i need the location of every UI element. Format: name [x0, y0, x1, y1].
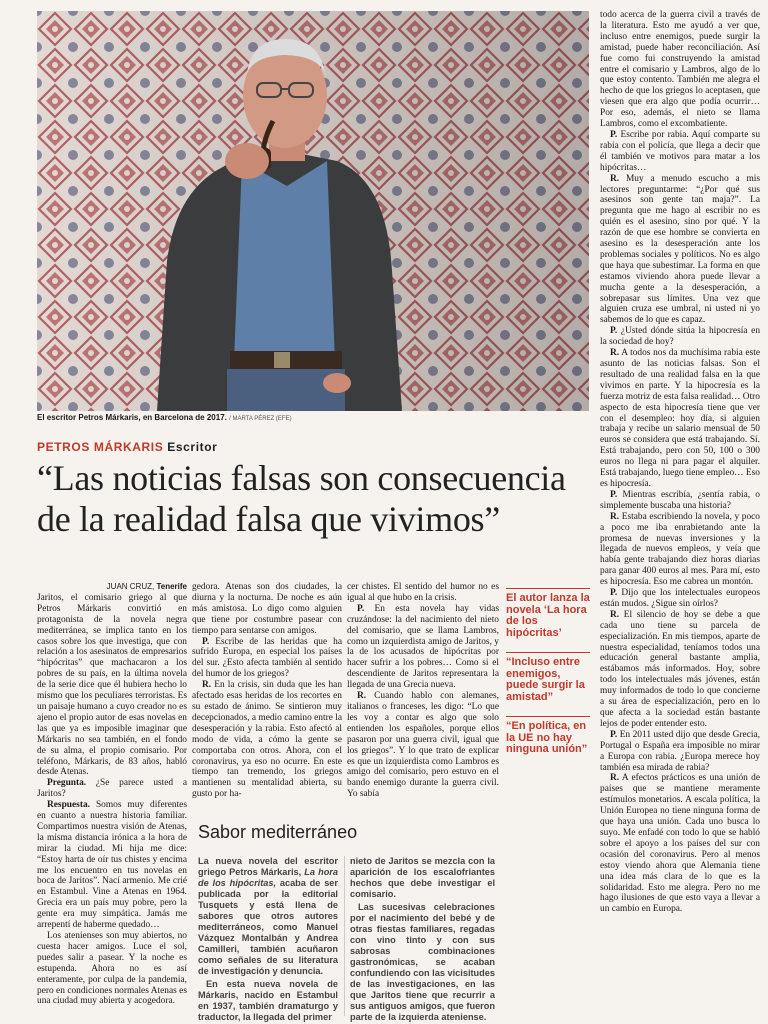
question-label: P. — [357, 603, 365, 614]
kicker-name: PETROS MÁRKARIS — [37, 440, 164, 454]
sidebar-column-2 — [350, 856, 495, 1022]
answer-text: Muy a menudo escucho a mis lectores preguntarme: “¿Por qué sus asesinos son gente tan maja?”. La pregunta que me hago al escribir no es quién es el asesino, sino por qué. Y la razón de que ese hombre se convierta en asesino es la desesperación ante los problemas sociales y políticos. No es algo que haya que subestimar. La forma en que estamos viviendo ahora puede llevar a mucha gente a la desesperación, a sobrepasar sus límites. Una vez que alguien cruza ese umbral, ni usted ni yo sabemos de lo que es capaz. — [600, 173, 760, 326]
answer-label: R. — [610, 609, 620, 620]
kicker-role: Escritor — [167, 440, 218, 454]
answer-text: A todos nos da muchísima rabia este asunto de las noticias falsas. Son el resultado de una realidad falsa en la que vivimos en parte. Y la hipocresía es la fuerza motriz de esta falsa realidad… Otro aspecto de esta hipocresía tiene que ver con el desempleo: hoy día, si alguien trabaja y recibe un salario mensual de 50 euros se considera que está trabajando. Sí. Está trabajando, pero con 50, 100 o 300 euros no llega ni para pagar el alquiler. Está trabajando, luego tiene empleo… Eso es hipocresía. — [600, 348, 760, 489]
sidebar-text: acaba de ser publicada por la editorial Tusquets y está llena de sabores que otros autores mediterráneos, como Manuel Vázquez Montalbán y Andrea Camilleri, también acuñaron como señales de su literatura de investigación y denuncia. — [198, 878, 338, 976]
article-photo — [37, 11, 589, 411]
article-column-3 — [347, 582, 499, 807]
question-text: Dijo que los intelectuales europeos están mudos. ¿Sigue sin oírlos? — [600, 588, 760, 609]
question-text: En 2011 usted dijo que desde Grecia, Portugal o España era imposible no mirar a Europa con rabia. ¿Europa merece hoy también esa mirada de rabia? — [600, 729, 760, 773]
sidebar-book-title: La hora de los hipócritas, — [198, 867, 338, 888]
byline — [37, 582, 187, 593]
question-label: P. — [202, 636, 210, 647]
question-label: P. — [610, 729, 618, 740]
kicker — [37, 440, 217, 454]
paragraph: gedora. Atenas son dos ciudades, la diurna y la nocturna. De noche es aún más amistosa. Lo digo como alguien que tiene por costumbre pasear con tiempo para sentarse con amigos. — [192, 582, 342, 636]
sidebar-paragraph: Las sucesivas celebraciones por el nacimiento del bebé y de otras fiestas familiares, regadas con vino tinto y con sus sabrosas combinaciones gastronómicas, se acaban confundiendo con las vicisitudes de las investigaciones, en las que Jaritos tiene que recurrir a sus antiguos amigos, que fueron parte de la izquierda ateniense. — [350, 902, 495, 1022]
question — [600, 130, 760, 174]
question — [600, 326, 760, 348]
sidebar-paragraph: nieto de Jaritos se mezcla con la aparición de los escalofriantes hechos que debe investigar el comisario. — [350, 856, 495, 899]
answer-text: En la crisis, sin duda que les han afectado esas heridas de los recortes en su estado de ánimo. Se sintieron muy decepcionados, a medio camino entre la desesperación y la rabia. Esto afectó al modo de vida, a cómo la gente se comportaba con otros. Ahora, con el coronavirus, ya eso no ocurre. En este tiempo tan tremendo, los griegos mantienen su mentalidad abierta, su gusto por ha- — [192, 680, 342, 800]
photo-illustration — [37, 11, 589, 411]
intro-paragraph: Jaritos, el comisario griego al que Petros Márkaris convirtió en protagonista de la novela negra mediterránea, se implica tanto en los casos sobre los que investiga, que con relación a los asesinatos de empresarios “hipócritas” que machacaron a los pobres de su país, en la última novela de la serie dice que él hubiera hecho lo mismo que los peculiares terroristas. Es un paisaje humano a cuyo creador no es ajeno el propio autor de esas novelas en las que ya es imposible imaginar que Márkaris no sea también, en el fondo de su alma, el propio comisario. Por teléfono, Márkaris, de 83 años, habló desde Atenas. — [37, 592, 187, 778]
answer-label: Respuesta. — [47, 800, 90, 811]
sidebar-divider — [344, 856, 345, 1016]
answer-label: R. — [610, 511, 620, 522]
question-text: ¿Usted dónde sitúa la hipocresía en la sociedad de hoy? — [600, 326, 760, 348]
sidebar-paragraph: En esta nueva novela de Márkaris, nacido en Estambul en 1937, también dramaturgo y traductor, la llegada del primer — [198, 979, 338, 1022]
answer — [600, 610, 760, 730]
question-text: Escribe de las heridas que ha sufrido Europa, en especial los países del sur. ¿Esto afecta también al sentido del humor de los griegos? — [192, 636, 342, 680]
answer-text: Somos muy diferentes en cuanto a nuestra historia familiar. Compartimos nuestra visión de Atenas, la misma distancia irónica a la hora de mirar la ciudad. Mi hija me dice: “Estoy harta de oír tus chistes y encima me los encuentro en tus novelas en boca de Jaritos”. Nací armenio. Me crié en Estambul. Vine a Atenas en 1964. Grecia era un país muy pobre, pero la gente era muy simpática. Jamás me arrepentí de haberme quedado… — [37, 800, 187, 931]
question-label: P. — [610, 129, 618, 140]
article-column-1 — [37, 582, 187, 1022]
answer-text: A efectos prácticos es una unión de países que se mantiene meramente estímulos monetarios. A escala política, la Unión Europea no tiene ninguna forma de que haya una unión. Cada uno busca lo suyo. Me enfadé con todo lo que se habló sobre el apoyo a los países del sur con ocasión del coronavirus. Pero al menos estoy viendo ahora que Alemania tiene una idea más clara de lo que es la solidaridad. Esto me alegra. Pero no me hago ilusiones de que esto vaya a llevar a un cambio en Europa. — [600, 773, 760, 915]
article-column-2 — [192, 582, 342, 807]
headline: “Las noticias falsas son consecuencia de la realidad falsa que vivimos” — [37, 458, 566, 539]
pullquote-3: “En política, en la UE no hay ninguna unión” — [506, 716, 590, 756]
question-text: Mientras escribía, ¿sentía rabia, o simplemente buscaba una historia? — [600, 489, 760, 511]
answer — [600, 773, 760, 915]
sidebar-text: La nueva novela del escritor griego Petros Márkaris, — [198, 856, 338, 877]
question — [600, 588, 760, 610]
answer-text: El silencio de hoy se debe a que cada uno tiene su parcela de especialización. En mis tiempos, aparte de nuestra especialidad, teníamos todos una educación general bastante amplia, estábamos más informados. Hoy, sobre todo los intelectuales más jóvenes, están muy informados de todo lo que concierne a su área de especialización, pero en lo que afecta a la sociedad están bastante lejos de poder entender esto. — [600, 609, 760, 729]
question — [600, 490, 760, 512]
answer — [600, 174, 760, 327]
question-label: P. — [610, 588, 618, 599]
question-text: En esta novela hay vidas cruzándose: la del nacimiento del nieto del comisario, que se llama Lambros, como un izquierdista amigo de Jaritos, y la de los acusados de hipócritas por hacer sufrir a los pobres… Como si el descendiente de Jaritos representara la llegada de una Grecia nueva. — [347, 603, 499, 691]
answer-label: R. — [610, 173, 620, 184]
question — [347, 604, 499, 691]
sidebar-paragraph — [198, 856, 338, 977]
answer — [347, 691, 499, 800]
paragraph: Los atenienses son muy abiertos, no cuesta hacer amigos. Luce el sol, puedes salir a pasear. Y la noche es estupenda. Ahora no es así enteramente, por culpa de la pandemia, pero en condiciones normales Atenas es una ciudad muy abierta y acogedora. — [37, 931, 187, 1007]
question-label: P. — [610, 489, 618, 500]
answer-label: R. — [610, 348, 620, 359]
question-text: Escribe por rabia. Aquí comparte su rabia con el policía, que llega a decir que él también ve motivos para matar a los hipócritas… — [600, 129, 760, 173]
answer — [37, 800, 187, 931]
article-column-4 — [600, 10, 760, 1022]
photo-caption — [37, 413, 597, 424]
question — [192, 637, 342, 681]
answer — [192, 680, 342, 800]
byline-author: JUAN CRUZ, — [106, 582, 155, 591]
answer — [600, 348, 760, 490]
question — [37, 778, 187, 800]
photo-caption-text: El escritor Petros Márkaris, en Barcelona de 2017. — [37, 413, 227, 422]
question-text: ¿Se parece usted a Jaritos? — [37, 778, 187, 800]
sidebar-title: Sabor mediterráneo — [198, 822, 358, 842]
paragraph: cer chistes. El sentido del humor no es igual al que hubo en la crisis. — [347, 582, 499, 603]
answer-label: R. — [202, 680, 212, 691]
question — [600, 730, 760, 774]
photo-credit: / MARTA PÉREZ (EFE) — [229, 416, 292, 422]
answer — [600, 512, 760, 588]
answer-text: Cuando hablo con alemanes, italianos o franceses, les digo: “Lo que les voy a contar es algo que solo entienden los españoles, porque ellos pasaron por una guerra civil, igual que los griegos”. Y lo que trato de explicar es que un izquierdista como Lambros es amigo del comisario, pero estuvo en el bando enemigo durante la guerra civil. Yo sabía — [347, 691, 499, 800]
paragraph: todo acerca de la guerra civil a través de la literatura. Esto me ayudó a ver que, incluso entre enemigos, puede surgir la amistad, puede haber reconciliación. Así fue como fui construyendo la amistad entre el comisario y Lambros, algo de lo que estoy contento. También me alegra el hecho de que los griegos lo aceptasen, que viesen que era algo que podía ocurrir… Por eso, además, el nieto se llama Lambros, como el excombatiente. — [600, 10, 760, 130]
sidebar-column-1 — [198, 856, 338, 1022]
answer-label: R. — [610, 773, 620, 784]
pullquote-2: “Incluso entre enemigos, puede surgir la amistad” — [506, 652, 590, 703]
question-label: P. — [610, 326, 618, 337]
byline-place: Tenerife — [156, 582, 187, 591]
answer-label: R. — [357, 691, 367, 702]
pullquote-1: El autor lanza la novela ‘La hora de los hipócritas’ — [506, 588, 590, 639]
answer-text: Estaba escribiendo la novela, y poco a poco me iba enrabietando ante la promesa de nuevas inversiones y la llegada de nuevos empleos, y veía que había gente trabajando diez horas diarias para ganar 400 euros al mes. Para mí, esto es hipocresía. Eso me cabrea un montón. — [600, 511, 760, 588]
question-label: Pregunta. — [47, 778, 87, 789]
